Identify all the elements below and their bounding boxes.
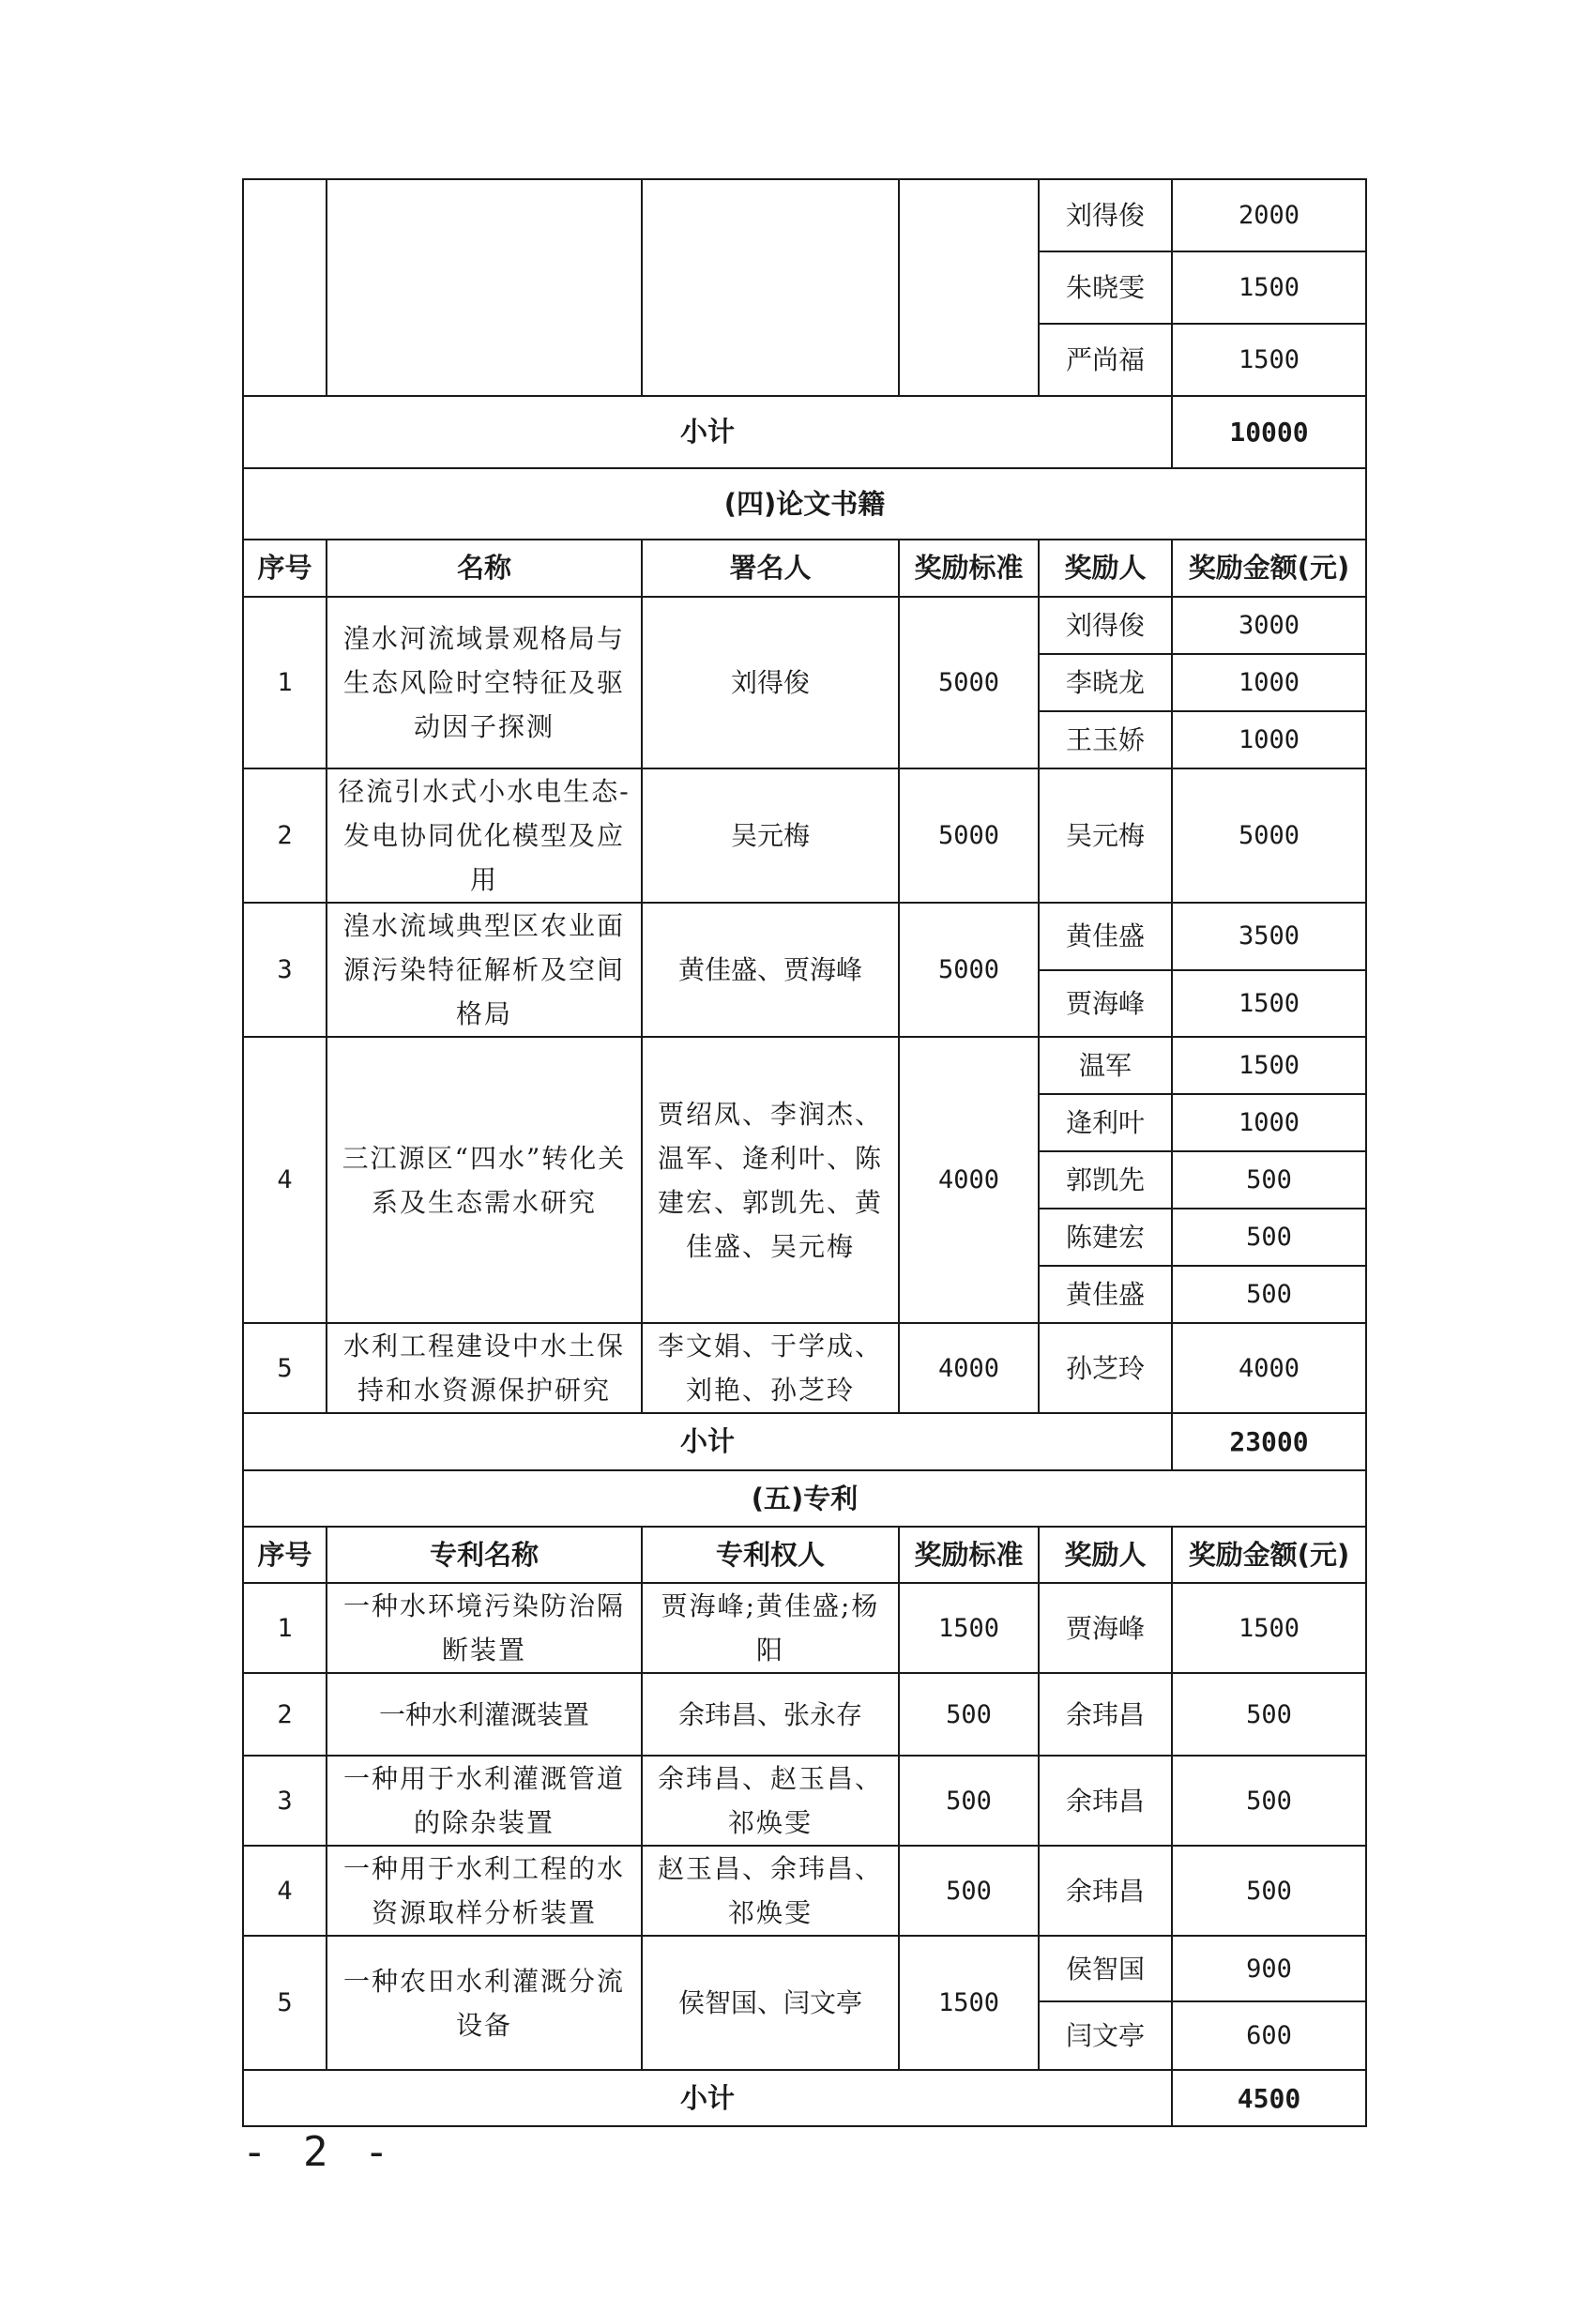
amount-cell: 1500 bbox=[1172, 970, 1366, 1038]
awardee-cell: 温军 bbox=[1039, 1037, 1172, 1094]
signers-cell: 刘得俊 bbox=[642, 597, 899, 768]
amount-cell: 1000 bbox=[1172, 654, 1366, 711]
table-row bbox=[243, 768, 1366, 903]
amount-cell: 500 bbox=[1172, 1846, 1366, 1936]
awardee-cell: 贾海峰 bbox=[1039, 1583, 1172, 1673]
awardee-cell: 余玮昌 bbox=[1039, 1756, 1172, 1846]
awardee-cell: 王玉娇 bbox=[1039, 711, 1172, 768]
standard-cell: 500 bbox=[899, 1756, 1039, 1846]
amount-cell: 500 bbox=[1172, 1151, 1366, 1209]
seq-cell: 2 bbox=[243, 768, 327, 903]
amount-cell: 1500 bbox=[1172, 251, 1366, 324]
awardee-cell: 严尚福 bbox=[1039, 324, 1172, 396]
name-cell: 一种农田水利灌溉分流设备 bbox=[327, 1936, 642, 2070]
signers-cell: 李文娟、于学成、刘艳、孙芝玲 bbox=[642, 1323, 899, 1413]
name-cell: 一种水环境污染防治隔断装置 bbox=[327, 1583, 642, 1673]
amount-cell: 1000 bbox=[1172, 1094, 1366, 1151]
header-seq: 序号 bbox=[243, 540, 327, 597]
amount-cell: 2000 bbox=[1172, 179, 1366, 251]
table-row bbox=[243, 1323, 1366, 1413]
standard-cell bbox=[899, 179, 1039, 396]
awardee-cell: 贾海峰 bbox=[1039, 970, 1172, 1038]
subtotal-row bbox=[243, 2070, 1366, 2126]
awardee-cell: 陈建宏 bbox=[1039, 1209, 1172, 1266]
amount-cell: 500 bbox=[1172, 1756, 1366, 1846]
awardee-cell: 黄佳盛 bbox=[1039, 1266, 1172, 1323]
holders-cell: 余玮昌、张永存 bbox=[642, 1673, 899, 1756]
amount-cell: 4000 bbox=[1172, 1323, 1366, 1413]
table-row bbox=[243, 1583, 1366, 1673]
awardee-cell: 余玮昌 bbox=[1039, 1673, 1172, 1756]
amount-cell: 3500 bbox=[1172, 903, 1366, 970]
header-awardee: 奖励人 bbox=[1039, 1527, 1172, 1583]
header-name: 名称 bbox=[327, 540, 642, 597]
table-row bbox=[243, 903, 1366, 970]
seq-cell: 3 bbox=[243, 903, 327, 1037]
standard-cell: 5000 bbox=[899, 597, 1039, 768]
subtotal-label: 小计 bbox=[243, 1413, 1172, 1470]
seq-cell: 1 bbox=[243, 1583, 327, 1673]
standard-cell: 4000 bbox=[899, 1037, 1039, 1323]
name-cell: 径流引水式小水电生态-发电协同优化模型及应用 bbox=[327, 768, 642, 903]
award-table bbox=[242, 178, 1367, 2127]
name-cell: 一种水利灌溉装置 bbox=[327, 1673, 642, 1756]
subtotal-label: 小计 bbox=[243, 2070, 1172, 2126]
awardee-cell: 郭凯先 bbox=[1039, 1151, 1172, 1209]
holders-cell: 赵玉昌、余玮昌、祁焕雯 bbox=[642, 1846, 899, 1936]
seq-cell: 1 bbox=[243, 597, 327, 768]
header-awardee: 奖励人 bbox=[1039, 540, 1172, 597]
holders-cell: 贾海峰;黄佳盛;杨阳 bbox=[642, 1583, 899, 1673]
name-cell: 一种用于水利工程的水资源取样分析装置 bbox=[327, 1846, 642, 1936]
section-title-papers: (四)论文书籍 bbox=[243, 468, 1366, 540]
name-cell bbox=[327, 179, 642, 396]
header-name: 专利名称 bbox=[327, 1527, 642, 1583]
amount-cell: 500 bbox=[1172, 1209, 1366, 1266]
header-amount: 奖励金额(元) bbox=[1172, 1527, 1366, 1583]
amount-cell: 1500 bbox=[1172, 1583, 1366, 1673]
awardee-cell: 刘得俊 bbox=[1039, 179, 1172, 251]
standard-cell: 500 bbox=[899, 1673, 1039, 1756]
awardee-cell: 李晓龙 bbox=[1039, 654, 1172, 711]
header-amount: 奖励金额(元) bbox=[1172, 540, 1366, 597]
amount-cell: 3000 bbox=[1172, 597, 1366, 654]
table-row bbox=[243, 1037, 1366, 1094]
signers-cell bbox=[642, 179, 899, 396]
signers-cell: 吴元梅 bbox=[642, 768, 899, 903]
signers-cell: 贾绍凤、李润杰、温军、逄利叶、陈建宏、郭凯先、黄佳盛、吴元梅 bbox=[642, 1037, 899, 1323]
subtotal-value: 10000 bbox=[1172, 396, 1366, 468]
section-title-row bbox=[243, 468, 1366, 540]
standard-cell: 5000 bbox=[899, 768, 1039, 903]
amount-cell: 500 bbox=[1172, 1673, 1366, 1756]
standard-cell: 1500 bbox=[899, 1936, 1039, 2070]
seq-cell bbox=[243, 179, 327, 396]
subtotal-value: 4500 bbox=[1172, 2070, 1366, 2126]
holders-cell: 余玮昌、赵玉昌、祁焕雯 bbox=[642, 1756, 899, 1846]
amount-cell: 1500 bbox=[1172, 324, 1366, 396]
page-number: - 2 - bbox=[242, 2128, 395, 2176]
seq-cell: 5 bbox=[243, 1323, 327, 1413]
name-cell: 一种用于水利灌溉管道的除杂装置 bbox=[327, 1756, 642, 1846]
name-cell: 三江源区“四水”转化关系及生态需水研究 bbox=[327, 1037, 642, 1323]
subtotal-row bbox=[243, 396, 1366, 468]
awardee-cell: 黄佳盛 bbox=[1039, 903, 1172, 970]
table-row bbox=[243, 1846, 1366, 1936]
seq-cell: 2 bbox=[243, 1673, 327, 1756]
subtotal-label: 小计 bbox=[243, 396, 1172, 468]
standard-cell: 500 bbox=[899, 1846, 1039, 1936]
awardee-cell: 余玮昌 bbox=[1039, 1846, 1172, 1936]
standard-cell: 1500 bbox=[899, 1583, 1039, 1673]
table-row bbox=[243, 1756, 1366, 1846]
amount-cell: 500 bbox=[1172, 1266, 1366, 1323]
name-cell: 湟水流域典型区农业面源污染特征解析及空间格局 bbox=[327, 903, 642, 1037]
amount-cell: 600 bbox=[1172, 2001, 1366, 2070]
header-holders: 专利权人 bbox=[642, 1527, 899, 1583]
seq-cell: 4 bbox=[243, 1037, 327, 1323]
standard-cell: 5000 bbox=[899, 903, 1039, 1037]
awardee-cell: 刘得俊 bbox=[1039, 597, 1172, 654]
section-title-patents: (五)专利 bbox=[243, 1470, 1366, 1527]
awardee-cell: 吴元梅 bbox=[1039, 768, 1172, 903]
header-signers: 署名人 bbox=[642, 540, 899, 597]
header-standard: 奖励标准 bbox=[899, 540, 1039, 597]
header-row bbox=[243, 540, 1366, 597]
header-standard: 奖励标准 bbox=[899, 1527, 1039, 1583]
section-title-row bbox=[243, 1470, 1366, 1527]
awardee-cell: 朱晓雯 bbox=[1039, 251, 1172, 324]
awardee-cell: 侯智国 bbox=[1039, 1936, 1172, 2001]
amount-cell: 900 bbox=[1172, 1936, 1366, 2001]
header-row bbox=[243, 1527, 1366, 1583]
subtotal-value: 23000 bbox=[1172, 1413, 1366, 1470]
seq-cell: 3 bbox=[243, 1756, 327, 1846]
holders-cell: 侯智国、闫文亭 bbox=[642, 1936, 899, 2070]
table-row bbox=[243, 1936, 1366, 2001]
name-cell: 湟水河流域景观格局与生态风险时空特征及驱动因子探测 bbox=[327, 597, 642, 768]
amount-cell: 5000 bbox=[1172, 768, 1366, 903]
seq-cell: 5 bbox=[243, 1936, 327, 2070]
amount-cell: 1500 bbox=[1172, 1037, 1366, 1094]
table-row bbox=[243, 1673, 1366, 1756]
table-row bbox=[243, 179, 1366, 251]
header-seq: 序号 bbox=[243, 1527, 327, 1583]
awardee-cell: 逄利叶 bbox=[1039, 1094, 1172, 1151]
signers-cell: 黄佳盛、贾海峰 bbox=[642, 903, 899, 1037]
table-row bbox=[243, 597, 1366, 654]
awardee-cell: 闫文亭 bbox=[1039, 2001, 1172, 2070]
subtotal-row bbox=[243, 1413, 1366, 1470]
awardee-cell: 孙芝玲 bbox=[1039, 1323, 1172, 1413]
amount-cell: 1000 bbox=[1172, 711, 1366, 768]
name-cell: 水利工程建设中水土保持和水资源保护研究 bbox=[327, 1323, 642, 1413]
seq-cell: 4 bbox=[243, 1846, 327, 1936]
standard-cell: 4000 bbox=[899, 1323, 1039, 1413]
